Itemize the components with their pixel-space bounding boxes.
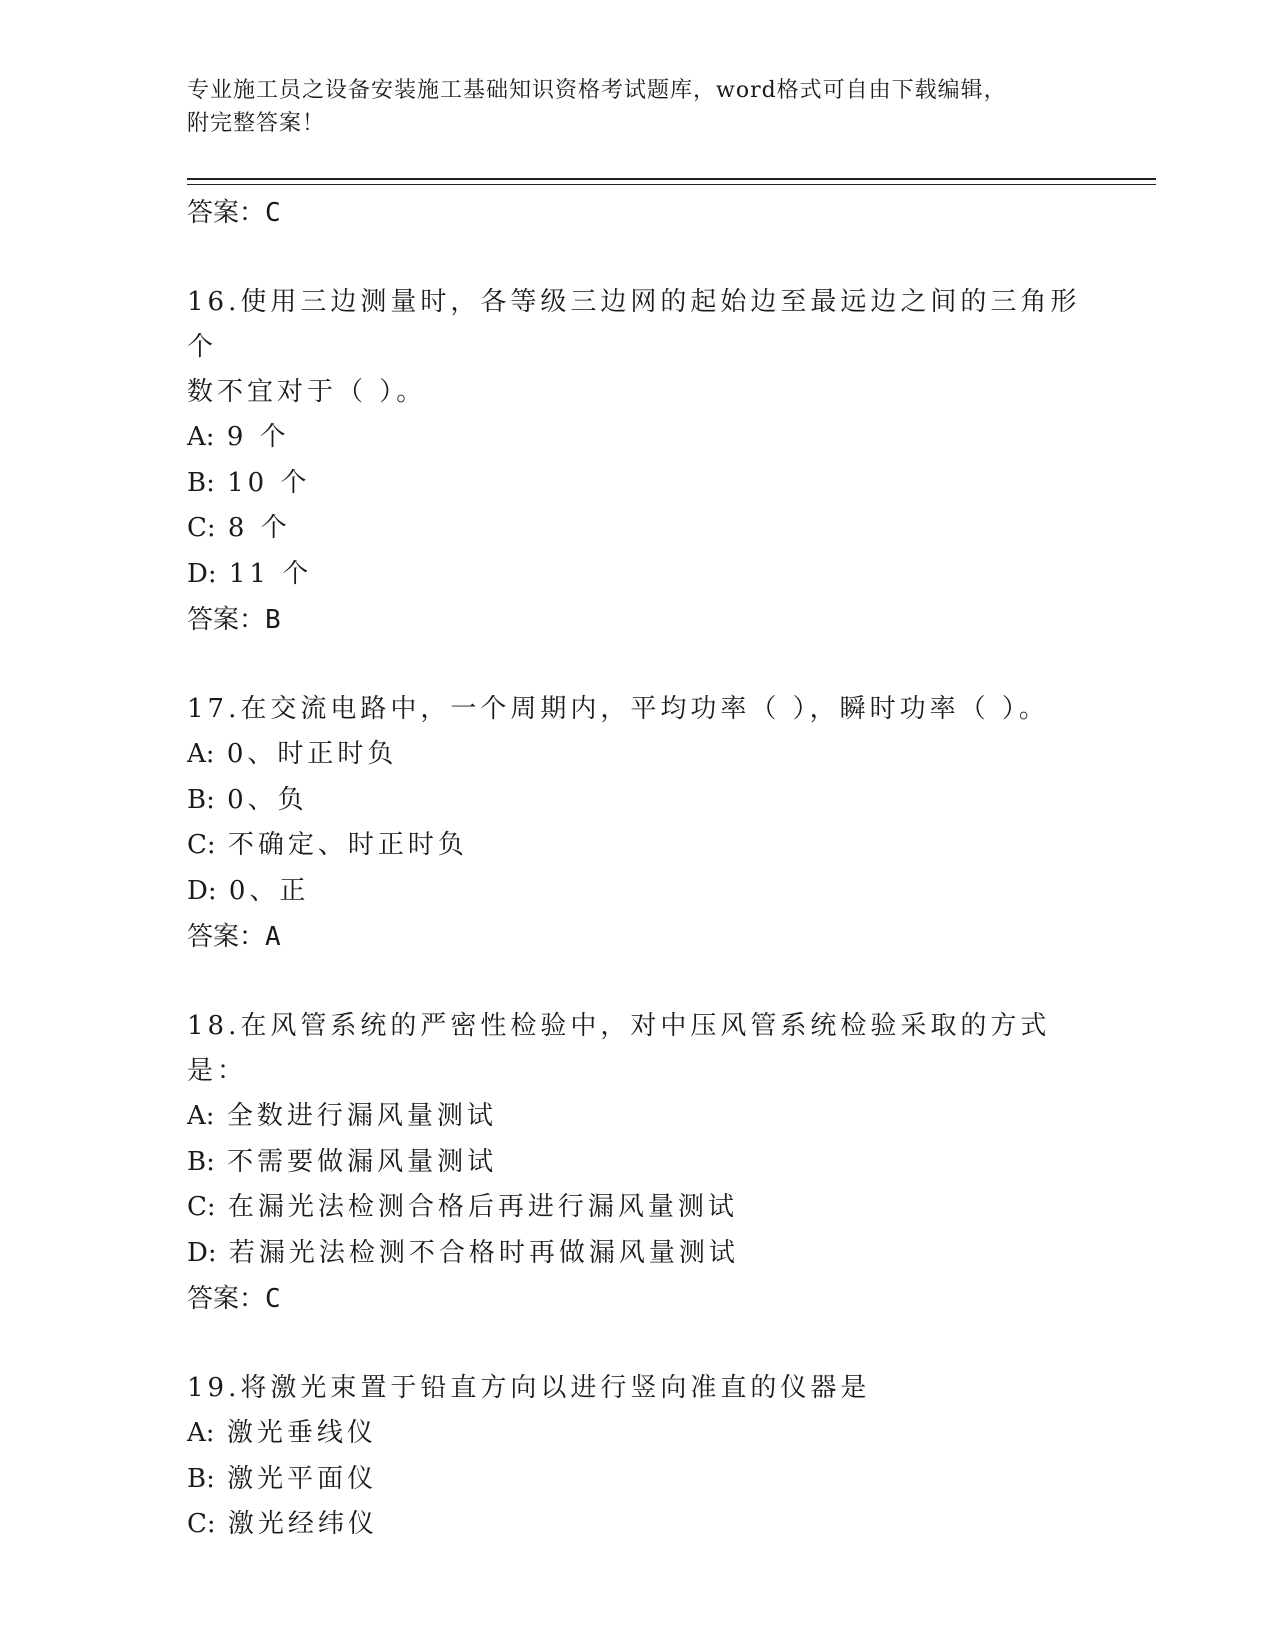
option-text: 0、时正时负: [226, 739, 398, 769]
option-b: [187, 1457, 1107, 1503]
question-block: [187, 1366, 1107, 1548]
answer-label: 答案：: [187, 605, 266, 635]
option-letter: D:: [187, 1237, 217, 1268]
option-letter: C:: [187, 1509, 216, 1539]
question-line: 17.在交流电路中，一个周期内，平均功率（ ），瞬时功率（ ）。: [187, 694, 1049, 724]
header-line-2: 附完整答案！: [187, 111, 326, 136]
option-text: 0、正: [228, 875, 310, 906]
option-text: 若漏光法检测不合格时再做漏风量测试: [228, 1237, 739, 1268]
spacer: [187, 236, 1107, 280]
option-b: [187, 1140, 1107, 1186]
spacer: [187, 1322, 1107, 1366]
question-block: [187, 687, 1107, 960]
header-line-1: 专业施工员之设备安装施工基础知识资格考试题库，word格式可自由下载编辑，: [187, 78, 1007, 103]
option-letter: A:: [187, 739, 215, 769]
option-text: 8 个: [227, 513, 291, 543]
option-letter: C:: [187, 1192, 216, 1222]
question-line: 18.在风管系统的严密性检验中，对中压风管系统检验采取的方式是：: [187, 1011, 1051, 1086]
question-block: [187, 280, 1107, 643]
option-text: 不需要做漏风量测试: [227, 1146, 498, 1177]
answer-line: [187, 914, 1107, 960]
answer-line: [187, 597, 1107, 643]
answer-label: 答案：: [187, 922, 266, 952]
question-line: 19.将激光束置于铅直方向以进行竖向准直的仪器是: [187, 1373, 871, 1403]
option-a: [187, 732, 1107, 778]
option-d: [187, 1231, 1107, 1277]
option-text: 不确定、时正时负: [227, 830, 468, 860]
option-text: 0、负: [227, 784, 308, 815]
option-d: [187, 552, 1107, 598]
header-rule-thin: [187, 184, 1156, 185]
option-text: 激光垂线仪: [226, 1418, 377, 1448]
option-text: 全数进行漏风量测试: [226, 1101, 497, 1131]
option-a: [187, 415, 1107, 461]
question-line: 16.使用三边测量时，各等级三边网的起始边至最远边之间的三角形个: [187, 287, 1081, 362]
spacer: [187, 643, 1107, 687]
option-c: [187, 1502, 1107, 1548]
option-text: 激光平面仪: [227, 1463, 378, 1494]
question-block: [187, 1004, 1107, 1322]
answer-value: C: [265, 198, 281, 228]
option-c: [187, 823, 1107, 869]
option-text: 激光经纬仪: [227, 1509, 378, 1539]
option-letter: D:: [187, 558, 217, 589]
option-d: [187, 869, 1107, 915]
option-letter: B:: [187, 1463, 215, 1494]
option-c: [187, 506, 1107, 552]
option-text: 11 个: [228, 558, 313, 589]
option-a: [187, 1411, 1107, 1457]
option-letter: A:: [187, 1101, 215, 1131]
option-letter: C:: [187, 830, 216, 860]
answer-label: 答案：: [187, 1284, 266, 1314]
option-letter: B:: [187, 784, 215, 815]
question-line: 数不宜对于（ ）。: [187, 377, 427, 407]
answer-label: 答案：: [187, 198, 266, 228]
spacer: [187, 960, 1107, 1004]
option-letter: D:: [187, 875, 217, 906]
question-text: [187, 280, 1107, 415]
question-text: [187, 1004, 1107, 1094]
question-text: [187, 687, 1107, 732]
option-letter: A:: [187, 422, 215, 452]
answer-value: B: [265, 605, 281, 635]
option-text: 在漏光法检测合格后再进行漏风量测试: [227, 1192, 738, 1222]
option-a: [187, 1094, 1107, 1140]
option-b: [187, 461, 1107, 507]
option-text: 10 个: [227, 467, 311, 498]
option-text: 9 个: [226, 422, 290, 452]
option-letter: B:: [187, 1146, 215, 1177]
answer-line: [187, 190, 1107, 236]
page-header: [187, 74, 1087, 140]
question-list: [187, 190, 1107, 1548]
option-letter: C:: [187, 513, 216, 543]
option-c: [187, 1185, 1107, 1231]
answer-value: C: [265, 1284, 281, 1314]
answer-line: [187, 1276, 1107, 1322]
option-letter: B:: [187, 467, 215, 498]
option-b: [187, 778, 1107, 824]
header-rule-thick: [187, 178, 1156, 180]
question-text: [187, 1366, 1107, 1411]
option-letter: A:: [187, 1418, 215, 1448]
answer-value: A: [265, 922, 281, 952]
